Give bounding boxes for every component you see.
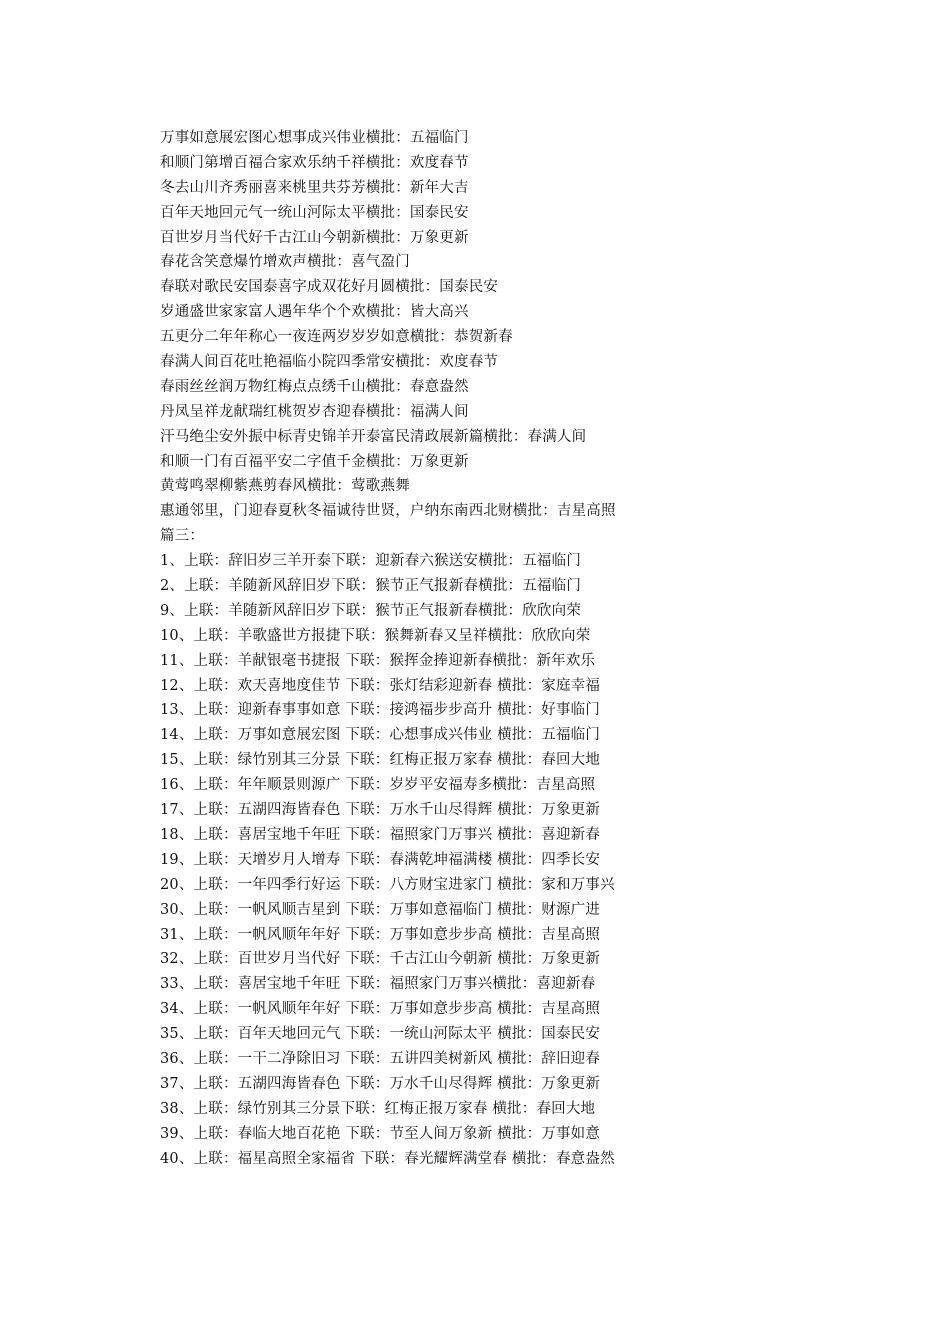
couplet-item: 14、上联：万事如意展宏图 下联：心想事成兴伟业 横批：五福临门 <box>160 727 601 744</box>
couplet-item: 15、上联：绿竹别其三分景 下联：红梅正报万家春 横批：春回大地 <box>160 752 601 769</box>
couplet-item: 1、上联：辞旧岁三羊开泰下联：迎新春六猴送安横批：五福临门 <box>160 553 582 570</box>
couplet-item: 37、上联：五湖四海皆春色 下联：万水千山尽得辉 横批：万象更新 <box>160 1075 601 1092</box>
text-line: 汗马绝尘安外振中标青史锦羊开泰富民清政展新篇横批：春满人间 <box>160 428 587 445</box>
text-line: 丹凤呈祥龙献瑞红桃贺岁杏迎春横批：福满人间 <box>160 403 469 420</box>
couplet-item: 18、上联：喜居宝地千年旺 下联：福照家门万事兴 横批：喜迎新春 <box>160 826 601 843</box>
text-line: 万事如意展宏图心想事成兴伟业横批：五福临门 <box>160 130 469 146</box>
text-line: 春雨丝丝润万物红梅点点绣千山横批：春意盎然 <box>160 378 469 395</box>
section-heading: 篇三： <box>160 528 205 545</box>
text-line: 春花含笑意爆竹增欢声横批：喜气盈门 <box>160 254 410 271</box>
text-line: 春满人间百花吐艳福临小院四季常安横批：欢度春节 <box>160 354 499 371</box>
couplet-item: 32、上联：百世岁月当代好 下联：千古江山今朝新 横批：万象更新 <box>160 951 601 968</box>
couplet-item: 34、上联：一帆风顺年年好 下联：万事如意步步高 横批：吉星高照 <box>160 1001 601 1018</box>
text-line: 冬去山川齐秀丽喜来桃里共芬芳横批：新年大吉 <box>160 179 469 196</box>
document-body <box>160 126 720 1171</box>
couplet-item: 40、上联：福星高照全家福省 下联：春光耀辉满堂春 横批：春意盎然 <box>160 1150 615 1167</box>
couplet-item: 35、上联：百年天地回元气 下联：一统山河际太平 横批：国泰民安 <box>160 1026 601 1043</box>
couplet-item: 31、上联：一帆风顺年年好 下联：万事如意步步高 横批：吉星高照 <box>160 926 601 943</box>
text-line: 黄莺鸣翠柳紫燕剪春风横批：莺歌燕舞 <box>160 478 410 495</box>
couplet-item: 17、上联：五湖四海皆春色 下联：万水千山尽得辉 横批：万象更新 <box>160 802 601 819</box>
text-line: 百年天地回元气一统山河际太平横批：国泰民安 <box>160 204 469 221</box>
text-line: 春联对歌民安国泰喜字成双花好月圆横批：国泰民安 <box>160 279 499 296</box>
couplet-item: 16、上联：年年顺景则源广 下联：岁岁平安福寿多横批：吉星高照 <box>160 777 596 794</box>
couplet-item: 12、上联：欢天喜地度佳节 下联：张灯结彩迎新春 横批：家庭幸福 <box>160 677 601 694</box>
couplet-item: 19、上联：天增岁月人增寿 下联：春满乾坤福满楼 横批：四季长安 <box>160 851 601 868</box>
couplet-item: 33、上联：喜居宝地千年旺 下联：福照家门万事兴横批：喜迎新春 <box>160 976 596 993</box>
text-line: 和顺门第增百福合家欢乐纳千祥横批：欢度春节 <box>160 154 469 171</box>
text-line: 岁通盛世家家富人遇年华个个欢横批：皆大高兴 <box>160 304 469 321</box>
couplet-item: 20、上联：一年四季行好运 下联：八方财宝进家门 横批：家和万事兴 <box>160 876 615 893</box>
couplet-item: 2、上联：羊随新风辞旧岁下联：猴节正气报新春横批：五福临门 <box>160 578 582 595</box>
couplet-item: 10、上联：羊歌盛世方报捷下联：猴舞新春又呈祥横批：欣欣向荣 <box>160 627 591 644</box>
couplet-item: 13、上联：迎新春事事如意 下联：接鸿福步步高升 横批：好事临门 <box>160 702 601 719</box>
text-line: 五更分二年年称心一夜连两岁岁岁如意横批：恭贺新春 <box>160 329 513 346</box>
couplet-item: 30、上联：一帆风顺吉星到 下联：万事如意福临门 横批：财源广进 <box>160 901 601 918</box>
couplet-item: 39、上联：春临大地百花艳 下联：节至人间万象新 横批：万事如意 <box>160 1125 601 1142</box>
text-line: 惠通邻里，门迎春夏秋冬福诚待世贤，户纳东南西北财横批：吉星高照 <box>160 503 616 520</box>
couplet-item: 38、上联：绿竹别其三分景下联：红梅正报万家春 横批：春回大地 <box>160 1100 596 1117</box>
couplet-item: 11、上联：羊献银毫书捷报 下联：猴挥金捧迎新春横批：新年欢乐 <box>160 652 596 669</box>
text-line: 和顺一门有百福平安二字值千金横批：万象更新 <box>160 453 469 470</box>
couplet-item: 36、上联：一干二净除旧习 下联：五讲四美树新风 横批：辞旧迎春 <box>160 1050 601 1067</box>
couplet-item: 9、上联：羊随新风辞旧岁下联：猴节正气报新春横批：欣欣向荣 <box>160 602 582 619</box>
text-line: 百世岁月当代好千古江山今朝新横批：万象更新 <box>160 229 469 246</box>
